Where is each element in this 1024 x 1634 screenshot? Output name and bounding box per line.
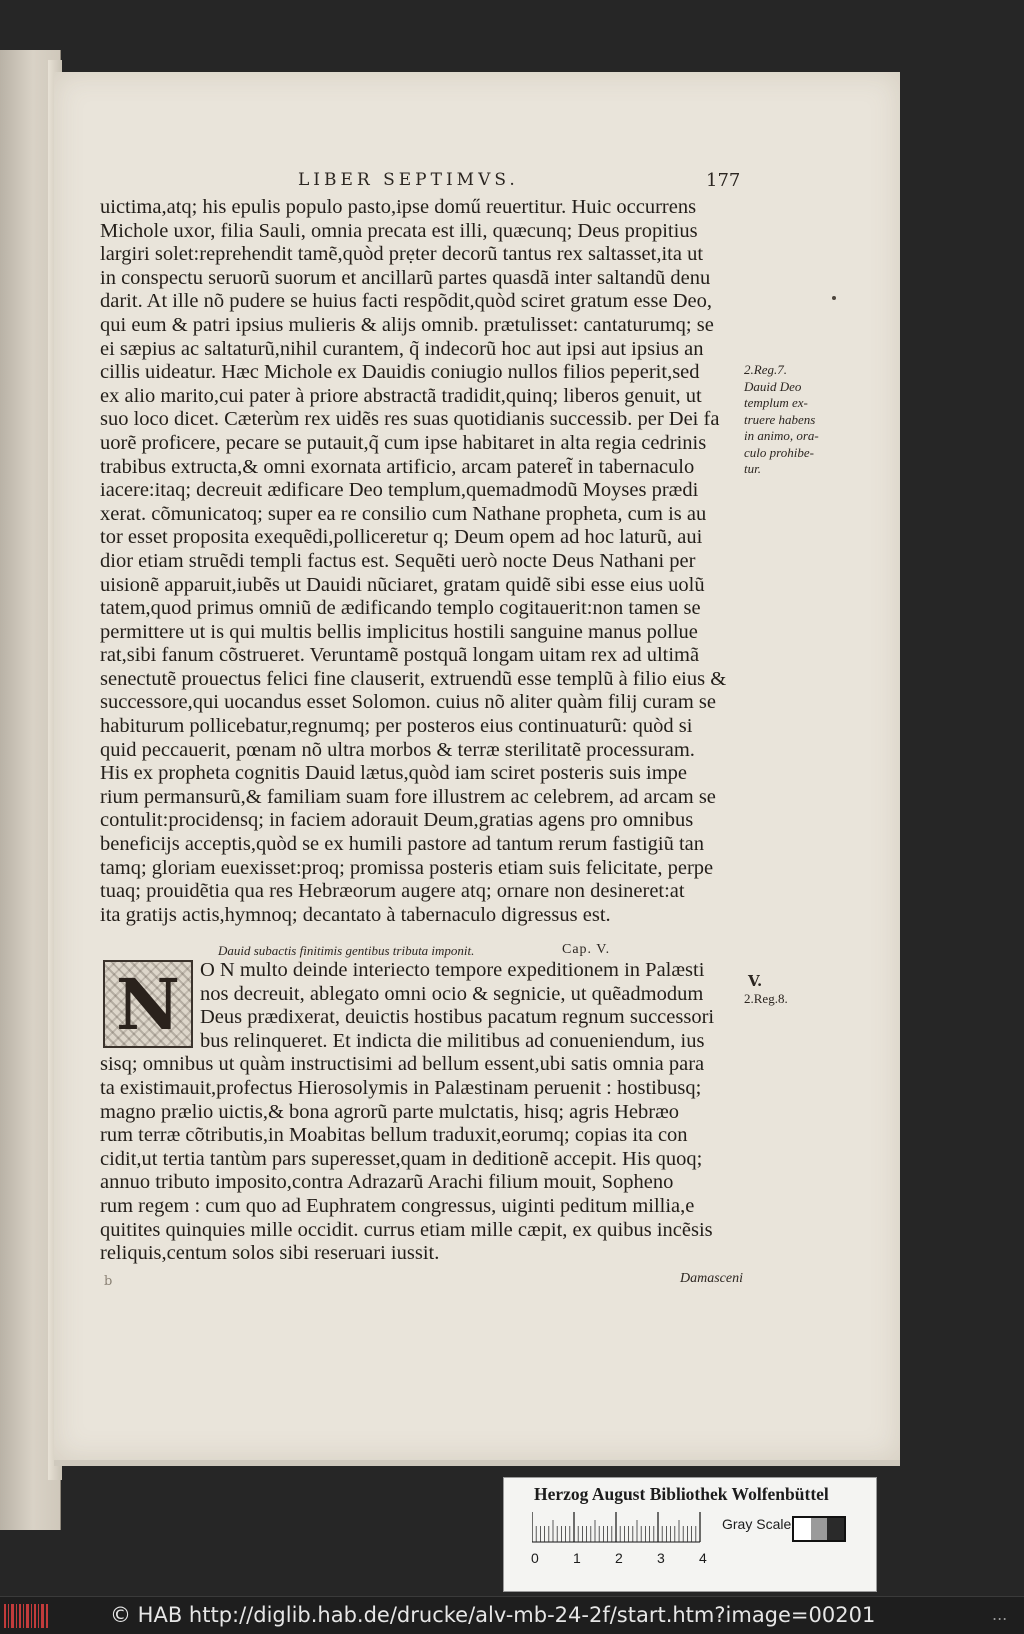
text-line: ta existimauit,profectus Hierosolymis in Palæstinam peruenit : hostibusq; (100, 1076, 702, 1099)
initial-letter: N (116, 962, 180, 1046)
ruler-scale (532, 1512, 702, 1546)
ruler-numbers (531, 1550, 711, 1570)
text-line: tatem,quod primus omniũ de ædificando templo cogitauerit:non tamen se (100, 597, 701, 620)
text-line: rium permansurũ,& familiam suam fore illustrem ac celebrem, ad arcam se (100, 785, 716, 808)
library-name: Herzog August Bibliothek Wolfenbüttel (534, 1484, 829, 1504)
margin-note-line: truere habens (744, 411, 816, 427)
page-bottom-edge (54, 1460, 900, 1466)
text-line: suo loco dicet. Cæterùm rex uidẽs res suas quotidianis successib. per Dei fa (100, 408, 720, 431)
text-line: rum terræ cõtributis,in Moabitas bellum traduxit,eorumq; copias ita con (100, 1124, 688, 1147)
more-icon[interactable]: ... (992, 1605, 1008, 1624)
text-line: uorẽ proficere, pecare se putauit,q̃ cum ipse habitaret in alta regia cedrinis (100, 431, 707, 454)
text-line: tuaq; prouidẽtia qua res Hebræorum augere atq; ornare non desineret:at (100, 880, 685, 903)
text-line: magno prælio uictis,& bona agrorũ parte mulctatis, hisq; agris Hebræo (100, 1100, 680, 1123)
text-line: beneficijs acceptis,quòd se ex humili pastore ad tantum rerum fastigiũ tan (100, 833, 704, 856)
text-line: quitites quinquies mille occidit. currus etiam mille cæpit, ex quibus incẽsis (100, 1218, 713, 1241)
text-line: largiri solet:reprehendit tamẽ,quòd prẹter decorũ tantus rex saltasset,ita ut (100, 243, 704, 266)
chapter-number: Cap. V. (562, 942, 611, 957)
text-line: contulit:procidensq; in faciem adorauit Deum,gratias agens pro omnibus (100, 809, 694, 832)
text-line: rat,sibi fanum cõstrueret. Veruntamẽ postquã longam uitam rex ad ultimã (100, 644, 700, 667)
ruler-number: 4 (699, 1550, 707, 1566)
margin-note-line: culo prohibe- (744, 444, 814, 460)
text-line: darit. At ille nõ pudere se huius facti respõdit,quòd sciret gratum esse Deo, (100, 290, 712, 313)
text-line: His ex propheta cognitis Dauid lætus,quòd iam sciret posteris suis impe (100, 762, 688, 785)
text-line: reliquis,centum solos sibi reseruari iussit. (100, 1242, 440, 1265)
gray-swatch (827, 1518, 844, 1540)
gray-scale-label: Gray Scale (722, 1516, 792, 1532)
margin-chapter-number: V. (748, 972, 763, 990)
margin-note-line: templum ex- (744, 395, 808, 410)
text-line: trabibus extructa,& omni exornata artificio, arcam pateret̃ in tabernaculo (100, 455, 695, 478)
text-line: O N multo deinde interiecto tempore expeditionem in Palæsti (200, 959, 705, 981)
text-line: rum regem : cum quo ad Euphratem congressus, uiginti peditum millia,e (100, 1194, 695, 1217)
chapter-text (100, 959, 740, 1266)
running-head: LIBER SEPTIMVS. (298, 170, 519, 190)
margin-note-line: 2.Reg.7. (744, 362, 787, 377)
folio-number: 177 (706, 170, 741, 191)
ink-spot (832, 296, 836, 300)
text-line: ita gratijs actis,hymnoq; decantato à tabernaculo digressus est. (100, 903, 611, 926)
text-line: successore,qui uocandus esset Solomon. cuius nõ aliter quàm filij curam se (100, 691, 717, 714)
text-line: senectutẽ prouectus felici fine clauserit, extruendũ esse templũ à filio eius & (100, 667, 727, 690)
status-copyright-url[interactable]: © HAB http://diglib.hab.de/drucke/alv-mb-24-2f/start.htm?image=00201 (110, 1603, 876, 1627)
margin-note-line: tur. (744, 461, 761, 476)
text-line: permittere ut is qui multis bellis implicitus hostili sanguine manus pollue (100, 620, 698, 643)
margin-note-line: in animo, ora- (744, 428, 819, 443)
text-line: habiturum pollicebatur,regnumq; per posteros eius continuaturũ: quòd si (100, 715, 693, 738)
text-line: cidit,ut tertia tantùm pars superesset,quam in deditionẽ accepit. His quoq; (100, 1147, 703, 1170)
text-line: sisq; omnibus ut quàm instructisimi ad bellum essent,ubi satis omnia para (100, 1053, 705, 1076)
text-line: tamq; gloriam euexisset:proq; promissa posteris etiam suis felicitate, perpe (100, 856, 714, 879)
ruler-number: 1 (573, 1550, 581, 1566)
text-line: iacere:itaq; decreuit ædificare Deo templum,quemadmodũ Moyses prædi (100, 479, 699, 502)
ruler-number: 3 (657, 1550, 665, 1566)
text-line: ei sæpius ac saltaturũ,nihil curantem, q̃ indecorũ hoc aut ipsi aut ipsius an (100, 337, 704, 360)
margin-chapter-reference: 2.Reg.8. (744, 991, 788, 1006)
text-line: ex alio marito,cui pater à priore abstractã tradidit,quinq; liberos genuit, ut (100, 384, 702, 407)
status-bar (0, 1596, 1024, 1634)
ruler-number: 0 (531, 1550, 539, 1566)
text-line: cillis uideatur. Hæc Michole ex Dauidis coniugio nullos filios peperit,sed (100, 361, 700, 384)
text-line: uictima,atq; his epulis populo pasto,ipse domű reuertitur. Huic occurrens (100, 196, 697, 218)
text-line: nos decreuit, ablegato omni ocio & segnicie, ut quẽadmodum (200, 982, 704, 1005)
body-text (100, 196, 740, 927)
gray-swatch (811, 1518, 828, 1540)
text-line: in conspectu seruorũ suorum et ancillarũ partes quasdã inter saltandũ denu (100, 266, 711, 289)
gray-swatch (794, 1518, 811, 1540)
chapter-heading: Dauid subactis finitimis gentibus tributa imponit. (218, 943, 475, 958)
text-line: Deus prædixerat, deuictis hostibus pacatum regnum successori (200, 1006, 715, 1029)
text-line: dior etiam struẽdi templi factus est. Sequẽti uerò nocte Deus Nathani per (100, 549, 696, 572)
text-line: annuo tributo imposito,contra Adrazarũ Arachi filium mouit, Sopheno (100, 1171, 674, 1194)
library-color-card (503, 1477, 877, 1592)
barcode-icon (4, 1604, 48, 1628)
gray-scale-swatches (792, 1516, 846, 1542)
text-line: quid peccauerit, pœnam nõ ultra morbos & terræ sterilitatẽ processuram. (100, 738, 695, 761)
margin-note (744, 362, 836, 478)
text-line: xerat. cõmunicatoq; super ea re consilio cum Nathane propheta, cum is au (100, 502, 707, 525)
text-line: Michole uxor, filia Sauli, omnia precata est illi, quæcunq; Deus propitius (100, 219, 698, 242)
ruler-number: 2 (615, 1550, 623, 1566)
text-line: tor esset proposita exequẽdi,polliceretur q; Deum opem ad hoc laturũ, aui (100, 526, 703, 549)
text-line: uisionẽ apparuit,iubẽs ut Dauidi nũciaret, gratam quidẽ sibi esse eius uolũ (100, 573, 705, 596)
text-line: bus relinqueret. Et indicta die militibus ad conueniendum, ius (200, 1029, 705, 1052)
catchword: Damasceni (680, 1271, 743, 1286)
signature-mark: b (104, 1274, 113, 1289)
text-line: qui eum & patri ipsius mulieris & alijs omnib. prætulisset: cantaturumq; se (100, 313, 714, 336)
margin-note-line: Dauid Deo (744, 378, 802, 394)
